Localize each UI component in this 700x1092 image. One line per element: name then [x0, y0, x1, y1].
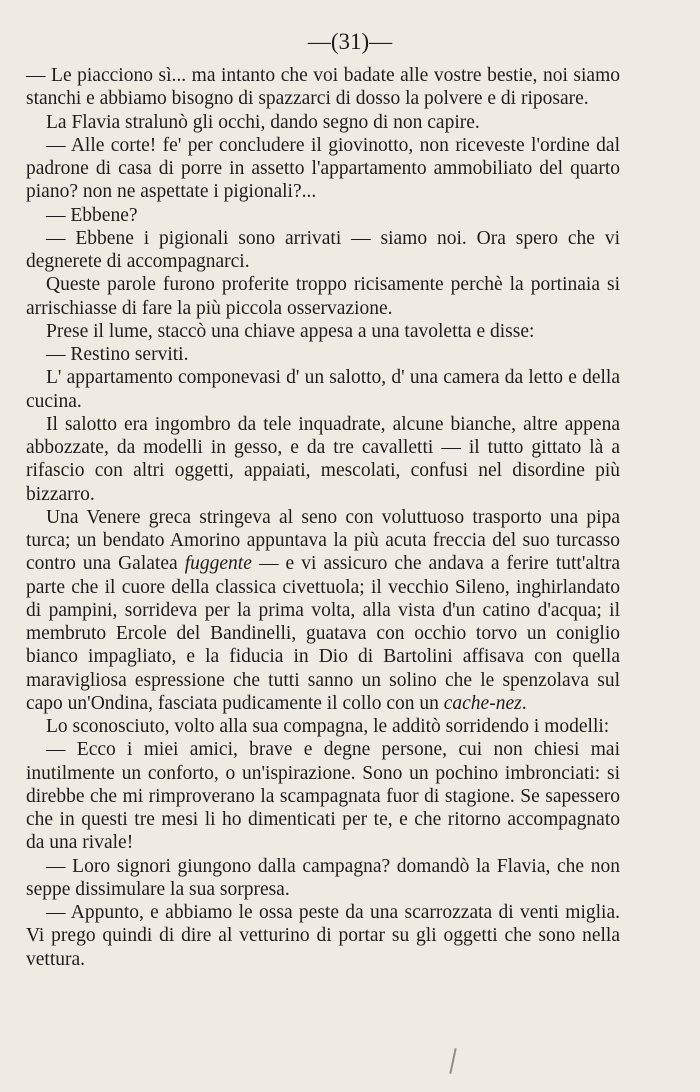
pen-mark: [449, 1048, 456, 1074]
paragraph-1: — Le piacciono sì... ma intanto che voi badate alle vostre bestie, noi siamo stanchi e abbiamo bisogno di spazzarci di dosso la polvere e di riposare.: [26, 65, 620, 110]
paragraph-7: Prese il lume, staccò una chiave appesa a una tavoletta e disse:: [46, 320, 535, 342]
paragraph-11-part-c: .: [521, 692, 527, 714]
paragraph-8: — Restino serviti.: [46, 344, 189, 365]
paragraph-10: Il salotto era ingombro da tele inquadrate, alcune bianche, altre appena abbozzate, da modelli in gesso, e da tre cavalletti — il tutto gittato là a rifascio con altri oggetti, appaiati, mescolati, confusi nel disordine più bizzarro.: [26, 413, 620, 505]
paragraph-6: Queste parole furono proferite troppo ricisamente perchè la portinaia si arrischiasse di fare la più piccola osservazione.: [26, 274, 620, 319]
italic-fuggente: fuggente: [184, 553, 252, 575]
page-number: —(31)—: [307, 29, 393, 54]
paragraph-5: — Ebbene i pigionali sono arrivati — siamo noi. Ora spero che vi degnerete di accompagnarci.: [26, 227, 620, 272]
paragraph-13: — Ecco i miei amici, brave e degne persone, cui non chiesi mai inutilmente un conforto, o un'ispirazione. Sono un pochino imbronciati: si direbbe che mi rimproverano la scampagnata fuor di stagione. Se sapessero che in questi tre mesi li ho dimenticati per te, e che ritorno accompagnato da una rivale!: [26, 739, 620, 854]
paragraph-14: — Loro signori giungono dalla campagna? domandò la Flavia, che non seppe dissimulare la sua sorpresa.: [26, 855, 620, 900]
paragraph-3: — Alle corte! fe' per concludere il giovinotto, non riceveste l'ordine dal padrone di casa di porre in assetto l'appartamento ammobiliato del quarto piano? non ne aspettate i pigionali?...: [26, 134, 620, 203]
paragraph-15: — Appunto, e abbiamo le ossa peste da una scarrozzata di venti miglia. Vi prego quindi di dire al vetturino di portar su gli oggetti che sono nella vettura.: [26, 902, 620, 970]
italic-cache-nez: cache-nez: [443, 692, 522, 714]
paragraph-12: Lo sconosciuto, volto alla sua compagna, le additò sorridendo i modelli:: [46, 716, 610, 737]
body-text: [26, 64, 620, 971]
paragraph-2: La Flavia stralunò gli occhi, dando segno di non capire.: [46, 111, 480, 133]
paragraph-11-part-b: — e vi assicuro che andava a ferire tutt'altra parte che il cuore della classica civettuola; il vecchio Sileno, inghirlandato di pampini, sorrideva per la prima volta, alla vista d'un catino d'acqua; il membruto Ercole del Bandinelli, guatava con occhio torvo un coniglio bianco impagliato, e la fiducia in Dio di Bartolini affisava con quella maravigliosa espressione che tutti sanno un solino che le spenzolava sul capo un'Ondina, fasciata pudicamente il collo con un: [26, 553, 620, 714]
paragraph-9: L' appartamento componevasi d' un salotto, d' una camera da letto e della cucina.: [26, 367, 620, 412]
paragraph-4: — Ebbene?: [46, 204, 138, 226]
paragraph-11: [26, 506, 620, 715]
paragraph-11-part-a: Una Venere greca stringeva al seno con voluttuoso trasporto una pipa turca; un bendato Amorino appuntava la più acuta freccia del suo turcasso contro una Galatea: [26, 506, 620, 575]
